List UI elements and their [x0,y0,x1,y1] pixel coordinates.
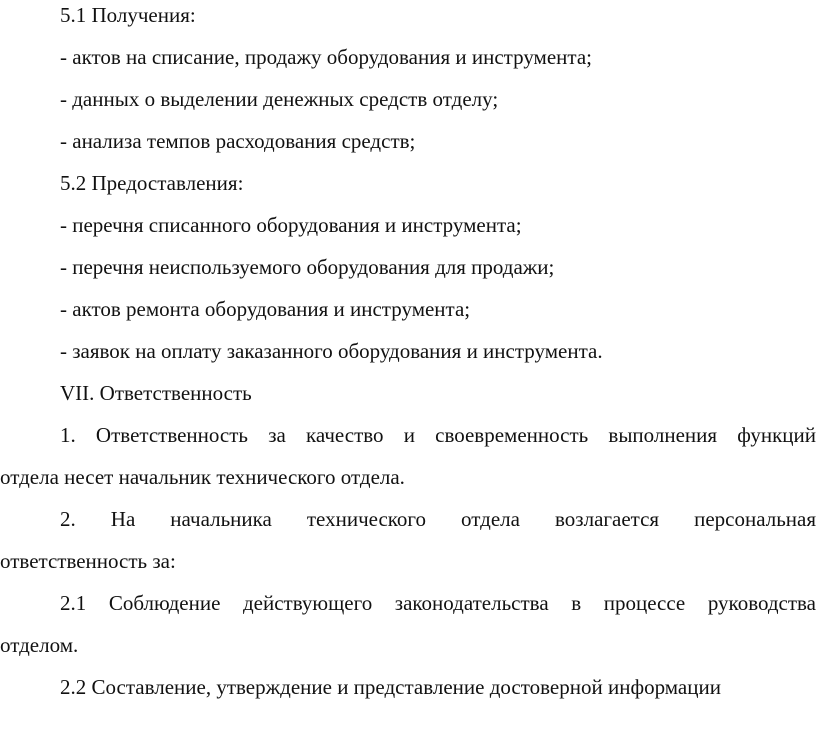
list-item: - данных о выделении денежных средств отделу; [60,87,499,111]
paragraph-2-1-line-1: 2.1 Соблюдение действующего законодательства в процессе руководства [60,591,816,615]
paragraph-2-1-line-2: отделом. [0,633,79,657]
section-5-2-heading: 5.2 Предоставления: [60,171,244,195]
list-item: - заявок на оплату заказанного оборудования и инструмента. [60,339,603,363]
paragraph-2-line-2: ответственность за: [0,549,176,573]
paragraph-1-line-2: отдела несет начальник технического отдела. [0,465,405,489]
paragraph-2-2-line-1: 2.2 Составление, утверждение и представление достоверной информации [60,675,721,699]
list-item: - анализа темпов расходования средств; [60,129,416,153]
section-5-1-heading: 5.1 Получения: [60,3,196,27]
paragraph-1-line-1: 1. Ответственность за качество и своевременность выполнения функций [60,423,816,447]
list-item: - перечня списанного оборудования и инструмента; [60,213,522,237]
paragraph-2-line-1: 2. На начальника технического отдела возлагается персональная [60,507,816,531]
section-vii-heading: VII. Ответственность [60,381,252,405]
list-item: - перечня неиспользуемого оборудования для продажи; [60,255,555,279]
list-item: - актов на списание, продажу оборудования и инструмента; [60,45,592,69]
list-item: - актов ремонта оборудования и инструмента; [60,297,471,321]
